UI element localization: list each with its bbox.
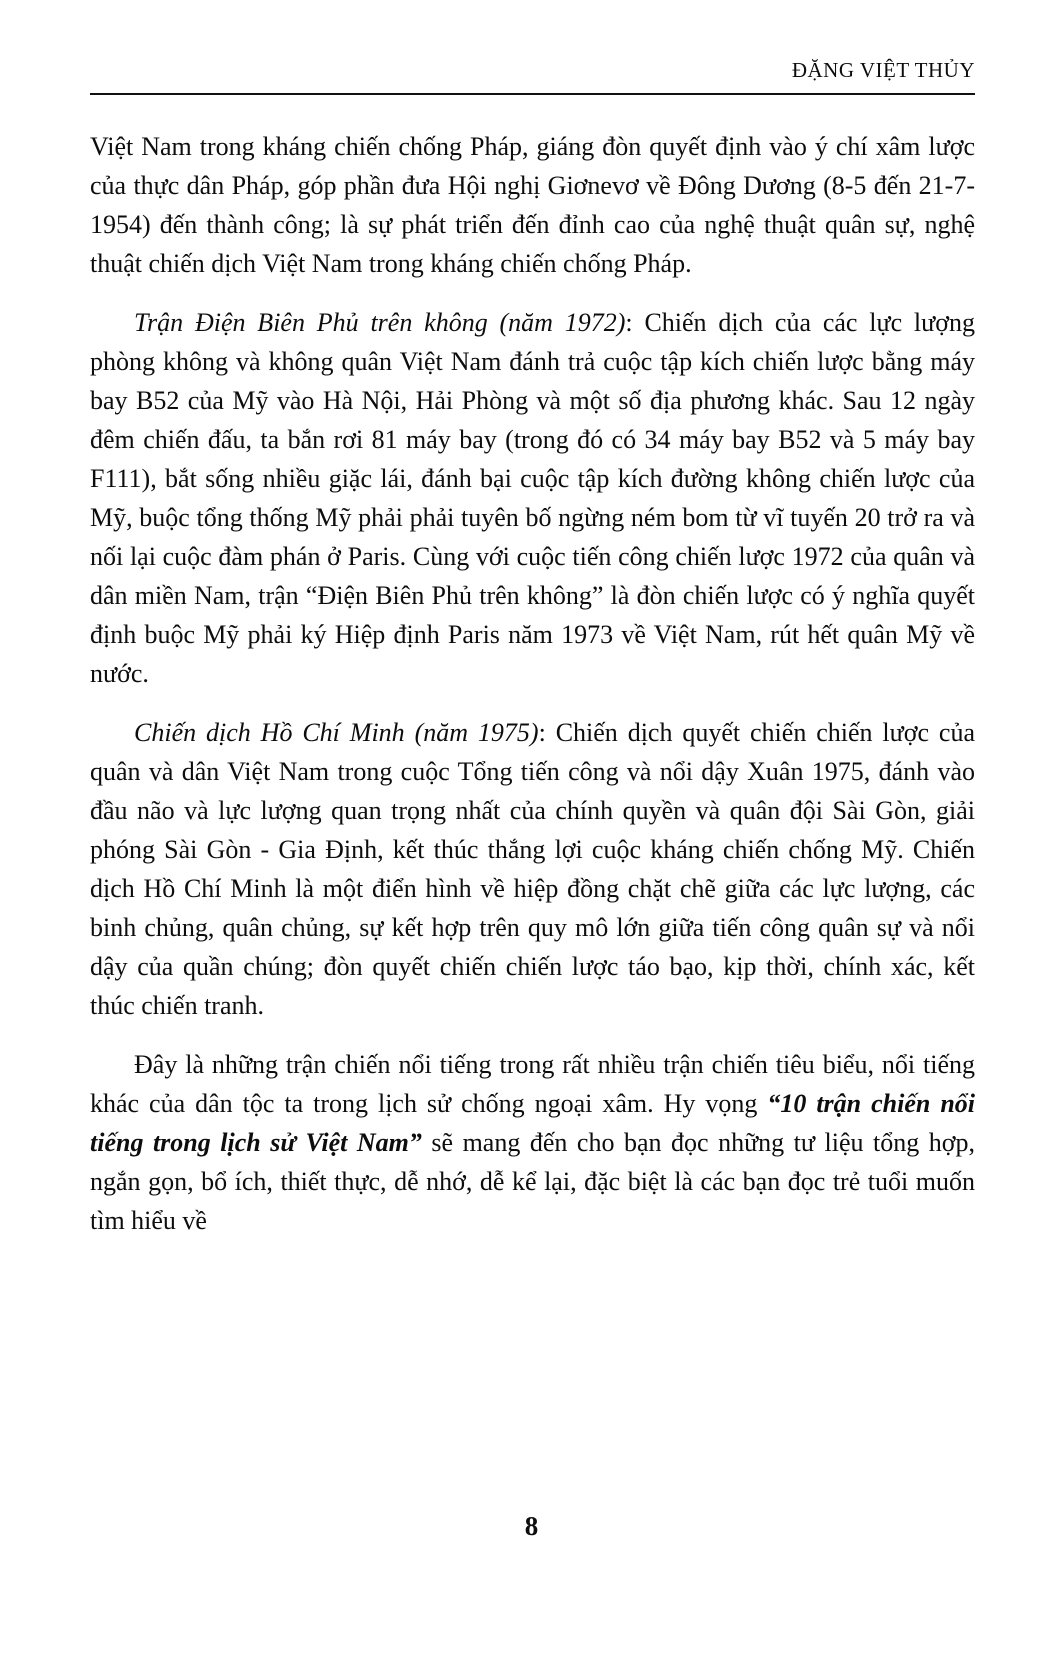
text-segment: sẽ mang đến cho bạn đọc những tư liệu tổng hợp, ngắn gọn, bổ ích, thiết thực, dễ nhớ, dễ kể lại, đặc biệt là các bạn đọc trẻ tuổi muốn tìm hiểu về (90, 1128, 975, 1236)
running-header-author: ĐẶNG VIỆT THỦY (791, 58, 975, 82)
page-number: 8 (524, 1511, 539, 1541)
body-text (90, 127, 975, 1240)
text-segment: : Chiến dịch của các lực lượng phòng không và không quân Việt Nam đánh trả cuộc tập kích chiến lược bằng máy bay B52 của Mỹ vào Hà Nội, Hải Phòng và một số địa phương khác. Sau 12 ngày đêm chiến đấu, ta bắn rơi 81 máy bay (trong đó có 34 máy bay B52 và 5 máy bay F111), bắt sống nhiều giặc lái, đánh bại cuộc tập kích đường không chiến lược của Mỹ, buộc tổng thống Mỹ phải phải tuyên bố ngừng ném bom từ vĩ tuyến 20 trở ra và nối lại cuộc đàm phán ở Paris. Cùng với cuộc tiến công chiến lược 1972 của quân và dân miền Nam, trận “Điện Biên Phủ trên không” là đòn chiến lược có ý nghĩa quyết định buộc Mỹ phải ký Hiệp định Paris năm 1973 về Việt Nam, rút hết quân Mỹ về nước. (90, 308, 975, 689)
header-rule (90, 93, 975, 95)
text-segment: Chiến dịch Hồ Chí Minh (năm 1975) (134, 718, 539, 748)
paragraph (90, 713, 975, 1025)
text-segment: Đây là những trận chiến nổi tiếng trong rất nhiều trận chiến tiêu biểu, nổi tiếng khác của dân tộc ta trong lịch sử chống ngoại xâm. Hy vọng (90, 1050, 975, 1119)
text-segment: Việt Nam trong kháng chiến chống Pháp, giáng đòn quyết định vào ý chí xâm lược của thực dân Pháp, góp phần đưa Hội nghị Giơnevơ về Đông Dương (8-5 đến 21-7-1954) đến thành công; là sự phát triển đến đỉnh cao của nghệ thuật quân sự, nghệ thuật chiến dịch Việt Nam trong kháng chiến chống Pháp. (90, 132, 975, 279)
text-segment: : Chiến dịch quyết chiến chiến lược của quân và dân Việt Nam trong cuộc Tổng tiến công và nổi dậy Xuân 1975, đánh vào đầu não và lực lượng quan trọng nhất của chính quyền và quân đội Sài Gòn, giải phóng Sài Gòn - Gia Định, kết thúc thắng lợi cuộc kháng chiến chống Mỹ. Chiến dịch Hồ Chí Minh là một điển hình về hiệp đồng chặt chẽ giữa các lực lượng, các binh chủng, quân chủng, sự kết hợp trên quy mô lớn giữa tiến công quân sự và nổi dậy của quần chúng; đòn quyết chiến chiến lược táo bạo, kịp thời, chính xác, kết thúc chiến tranh. (90, 718, 976, 1021)
paragraph (90, 1045, 975, 1240)
paragraph (90, 127, 975, 283)
text-segment: “10 trận chiến nổi tiếng trong lịch sử Việt Nam” (90, 1089, 975, 1158)
paragraph (90, 303, 975, 693)
text-segment: Trận Điện Biên Phủ trên không (năm 1972) (134, 308, 626, 338)
